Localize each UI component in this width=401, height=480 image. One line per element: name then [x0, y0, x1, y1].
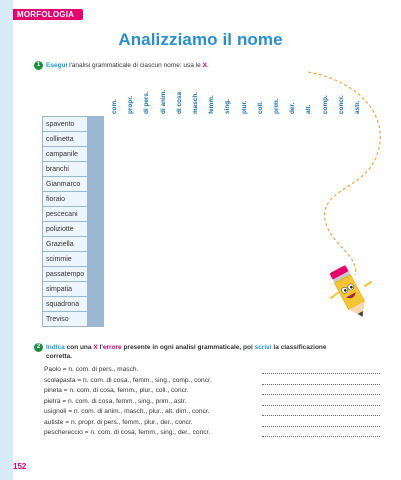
table-row — [43, 237, 104, 252]
column-header — [106, 74, 122, 116]
noun-label: passatempo — [43, 267, 88, 282]
answer-cell[interactable] — [103, 117, 104, 132]
noun-label: branchi — [43, 162, 88, 177]
column-header-label: femm. — [208, 95, 216, 114]
noun-label: poliziotte — [43, 222, 88, 237]
exercise-1-instruction — [34, 61, 209, 70]
column-header-label: propr. — [127, 95, 135, 114]
page-title: Analizziamo il nome — [118, 30, 283, 49]
column-header-label: masch. — [192, 91, 200, 114]
answer-cell[interactable] — [103, 312, 104, 327]
table-row — [43, 282, 104, 297]
answer-line[interactable] — [262, 384, 380, 385]
answer-cell[interactable] — [103, 177, 104, 192]
table-row — [43, 297, 104, 312]
noun-label: campanile — [43, 147, 88, 162]
noun-label: collinetta — [43, 132, 88, 147]
analysis-text: usignoli = n. com. di anim., masch., plur., alt. dim., concr. — [44, 408, 210, 415]
answer-cell[interactable] — [103, 132, 104, 147]
noun-label: fioraio — [43, 192, 88, 207]
list-item — [44, 386, 388, 397]
noun-label: spavento — [43, 117, 88, 132]
column-header-label: com. — [111, 99, 119, 114]
section-tag: MORFOLOGIA — [13, 9, 83, 20]
instruction-text: presente in ogni analisi grammaticale, poi — [121, 344, 255, 352]
answer-line[interactable] — [262, 436, 380, 437]
table-row — [43, 147, 104, 162]
noun-label: squadrona — [43, 297, 88, 312]
column-header — [236, 74, 252, 116]
noun-label: scimmie — [43, 252, 88, 267]
list-item — [44, 407, 388, 418]
exercise-number-badge: 1 — [34, 61, 43, 70]
instruction-text: l'analisi grammaticale di ciascun nome: usa le — [67, 62, 203, 70]
instruction-end: . — [206, 62, 209, 70]
column-header — [284, 74, 300, 116]
answer-line[interactable] — [262, 426, 380, 427]
noun-label: simpatia — [43, 282, 88, 297]
list-item — [44, 397, 388, 408]
instruction-text: corretta. — [46, 353, 73, 361]
table-row — [43, 117, 104, 132]
analysis-text: pineta = n. com. di cosa, femm., plur., coll., concr. — [44, 387, 189, 394]
column-header-label: der. — [289, 102, 297, 114]
column-header-label: di pers. — [143, 91, 151, 114]
analysis-text: pietra = n. com. di cosa, femm., sing., prim., astr. — [44, 397, 187, 405]
answer-cell[interactable] — [103, 267, 104, 282]
answer-cell[interactable] — [103, 147, 104, 162]
table-row — [43, 312, 104, 327]
column-header-label: alt. — [305, 104, 313, 114]
table-row — [43, 132, 104, 147]
column-header-label: astr. — [354, 100, 362, 114]
answer-cell[interactable] — [103, 207, 104, 222]
answer-cell[interactable] — [103, 222, 104, 237]
pencil-mascot-icon — [325, 262, 375, 324]
column-header — [138, 74, 154, 116]
answer-line[interactable] — [262, 394, 380, 395]
column-header — [122, 74, 138, 116]
instruction-verb: Esegui — [46, 62, 68, 70]
column-header-label: concr. — [337, 95, 345, 114]
noun-label: Treviso — [43, 312, 88, 327]
answer-cell[interactable] — [103, 237, 104, 252]
list-item — [44, 376, 388, 387]
column-header — [187, 74, 203, 116]
list-item — [44, 418, 388, 429]
exercise-number-badge: 2 — [34, 343, 43, 352]
answer-cell[interactable] — [103, 192, 104, 207]
exercise-2-instruction — [34, 343, 374, 361]
column-header — [155, 74, 171, 116]
answer-line[interactable] — [262, 405, 380, 406]
analysis-text: autiste = n. propr. di pers., femm., plur., der., concr. — [44, 418, 193, 426]
instruction-text: con una — [64, 344, 94, 352]
mark-symbol: X — [93, 344, 98, 352]
analysis-text: peschereccio = n. com. di cosa, femm., sing., der., concr. — [44, 429, 211, 436]
noun-label: Graziella — [43, 237, 88, 252]
table-row — [43, 222, 104, 237]
column-header-label: sing. — [224, 99, 232, 114]
table-row — [43, 162, 104, 177]
keyword-scrivi: scrivi — [254, 344, 272, 352]
column-header — [252, 74, 268, 116]
column-header — [203, 74, 219, 116]
dashed-decoration-curve — [300, 70, 395, 280]
column-header — [171, 74, 187, 116]
table-row — [43, 267, 104, 282]
table-row — [43, 252, 104, 267]
table-row — [43, 207, 104, 222]
column-header-label: comp. — [321, 95, 329, 114]
table-row — [43, 177, 104, 192]
keyword-errore: errore — [102, 344, 122, 352]
answer-line[interactable] — [262, 415, 380, 416]
instruction-text: la classificazione — [271, 344, 327, 352]
column-header-label: plur. — [240, 100, 248, 114]
answer-line[interactable] — [262, 373, 380, 374]
list-item — [44, 428, 388, 439]
instruction-verb: Indica — [46, 344, 65, 352]
answer-cell[interactable] — [103, 252, 104, 267]
answer-cell[interactable] — [103, 297, 104, 312]
analysis-list — [44, 365, 388, 439]
page-number: 152 — [13, 462, 27, 471]
analysis-text: Paolo = n. com. di pers., masch. — [44, 366, 139, 373]
analysis-table — [42, 116, 104, 327]
answer-cell[interactable] — [103, 162, 104, 177]
instruction-text: l' — [97, 344, 103, 352]
column-header — [268, 74, 284, 116]
column-header-label: di anim. — [159, 89, 167, 114]
column-header-label: di cosa — [175, 91, 183, 114]
column-header-label: coll. — [256, 101, 264, 114]
column-header — [219, 74, 235, 116]
list-item — [44, 365, 388, 376]
noun-label: pescecani — [43, 207, 88, 222]
column-header-label: prim. — [273, 98, 281, 114]
analysis-text: scolapasta = n. com. di cosa., femm., sing., comp., concr. — [44, 376, 212, 384]
mark-symbol: X — [202, 62, 207, 70]
answer-cell[interactable] — [103, 282, 104, 297]
page-sidebar-strip — [0, 0, 13, 480]
noun-label: Gianmarco — [43, 177, 88, 192]
table-row — [43, 192, 104, 207]
